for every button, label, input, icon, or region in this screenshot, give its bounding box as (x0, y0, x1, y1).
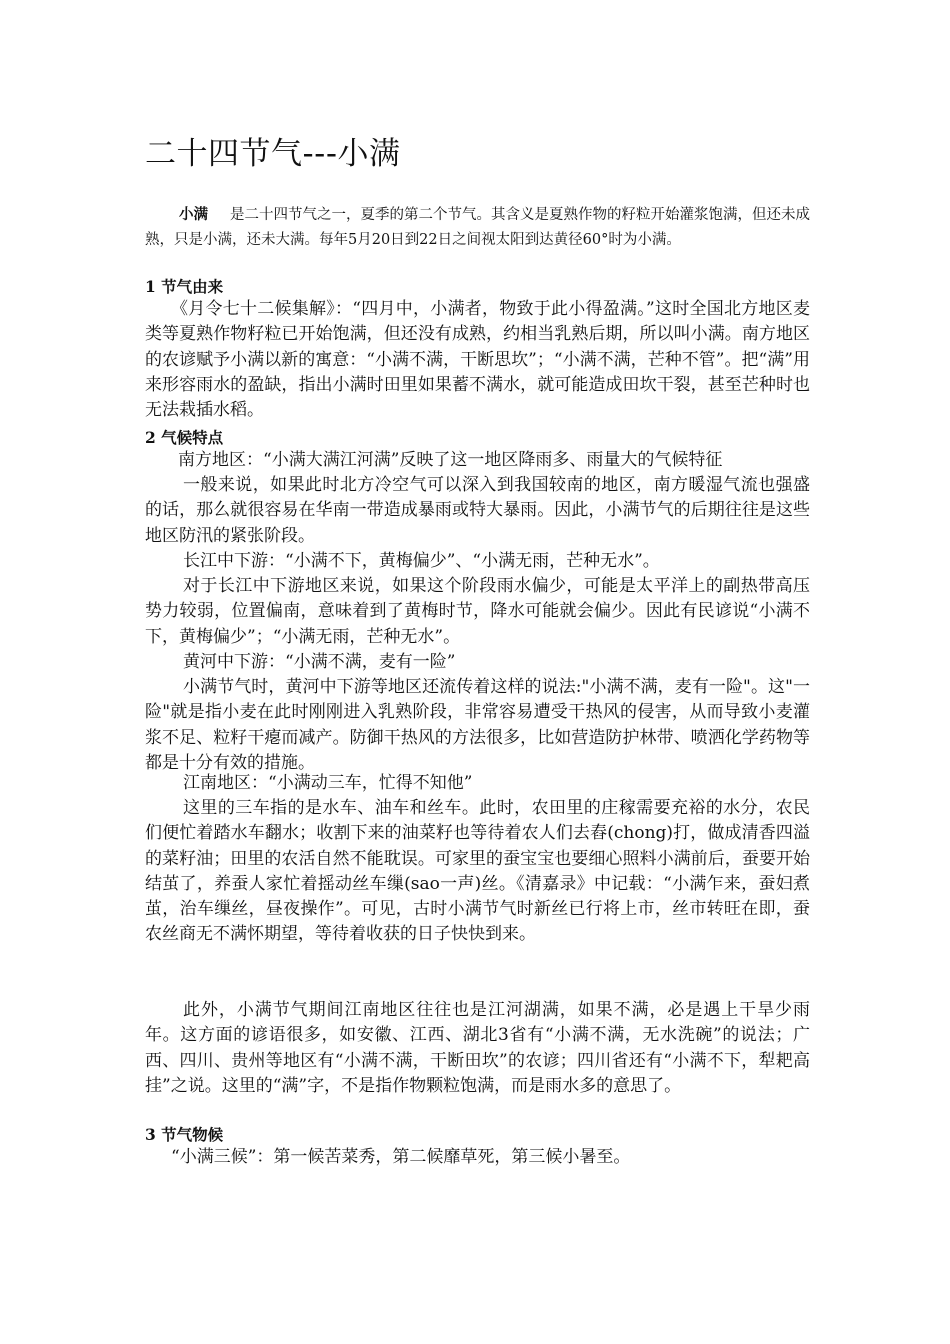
intro-paragraph (145, 202, 810, 253)
climate-yangtze-heading: 长江中下游：“小满不下，黄梅偏少”、“小满无雨，芒种无水”。 (183, 551, 660, 571)
section-heading-phenology: 3 节气物候 (145, 1125, 224, 1144)
climate-yellow-river-paragraph: 小满节气时，黄河中下游等地区还流传着这样的说法:"小满不满，麦有一险"。这"一险"就是指小麦在此时刚刚进入乳熟阶段，非常容易遭受干热风的侵害，从而导致小麦灌浆不足、粒籽干瘪而减产。防御干热风的方法很多，比如营造防护林带、喷洒化学药物等都是十分有效的措施。 (145, 677, 810, 773)
climate-jiangnan-drought-paragraph: 此外，小满节气期间江南地区往往也是江河湖满，如果不满，必是遇上干旱少雨年。这方面的谚语很多，如安徽、江西、湖北3省有“小满不满，无水洗碗”的说法；广西、四川、贵州等地区有“小满不满，干断田坎”的农谚；四川省还有“小满不下，犁耙高挂”之说。这里的“满”字，不是指作物颗粒饱满，而是雨水多的意思了。 (145, 1000, 810, 1096)
climate-south-paragraph: 一般来说，如果此时北方冷空气可以深入到我国较南的地区，南方暖湿气流也强盛的话，那么就很容易在华南一带造成暴雨或特大暴雨。因此，小满节气的后期往往是这些地区防汛的紧张阶段。 (145, 475, 810, 546)
origin-paragraph: 《月令七十二候集解》：“四月中，小满者，物致于此小得盈满。”这时全国北方地区麦类等夏熟作物籽粒已开始饱满，但还没有成熟，约相当乳熟后期，所以叫小满。南方地区的农谚赋予小满以新的寓意：“小满不满，干断思坎”；“小满不满，芒种不管”。把“满”用来形容雨水的盈缺，指出小满时田里如果蓄不满水，就可能造成田坎干裂，甚至芒种时也无法栽插水稻。 (145, 299, 810, 421)
page-title: 二十四节气---小满 (145, 136, 401, 172)
climate-jiangnan-heading: 江南地区：“小满动三车，忙得不知他” (183, 773, 473, 793)
section-heading-climate: 2 气候特点 (145, 428, 224, 447)
section-heading-origin: 1 节气由来 (145, 277, 224, 296)
intro-term: 小满 (179, 206, 208, 223)
climate-yellow-river-heading: 黄河中下游：“小满不满，麦有一险” (183, 652, 456, 672)
climate-jiangnan-paragraph: 这里的三车指的是水车、油车和丝车。此时，农田里的庄稼需要充裕的水分，农民们便忙着踏水车翻水；收割下来的油菜籽也等待着农人们去舂(chong)打，做成清香四溢的菜籽油；田里的农活自然不能耽误。可家里的蚕宝宝也要细心照料小满前后，蚕要开始结茧了，养蚕人家忙着摇动丝车缫(sao一声)丝。《清嘉录》中记载：“小满乍来，蚕妇煮茧，治车缫丝，昼夜操作”。可见，古时小满节气时新丝已行将上市，丝市转旺在即，蚕农丝商无不满怀期望，等待着收获的日子快快到来。 (145, 798, 810, 945)
climate-south-heading: 南方地区：“小满大满江河满”反映了这一地区降雨多、雨量大的气候特征 (178, 450, 723, 470)
climate-yangtze-paragraph: 对于长江中下游地区来说，如果这个阶段雨水偏少，可能是太平洋上的副热带高压势力较弱，位置偏南，意味着到了黄梅时节，降水可能就会偏少。因此有民谚说“小满不下，黄梅偏少”；“小满无雨，芒种无水”。 (145, 576, 810, 647)
phenology-paragraph: “小满三候”：第一候苦菜秀，第二候靡草死，第三候小暑至。 (171, 1147, 631, 1167)
intro-text: 是二十四节气之一，夏季的第二个节气。其含义是夏熟作物的籽粒开始灌浆饱满，但还未成熟，只是小满，还未大满。每年5月20日到22日之间视太阳到达黄径60°时为小满。 (145, 207, 810, 248)
